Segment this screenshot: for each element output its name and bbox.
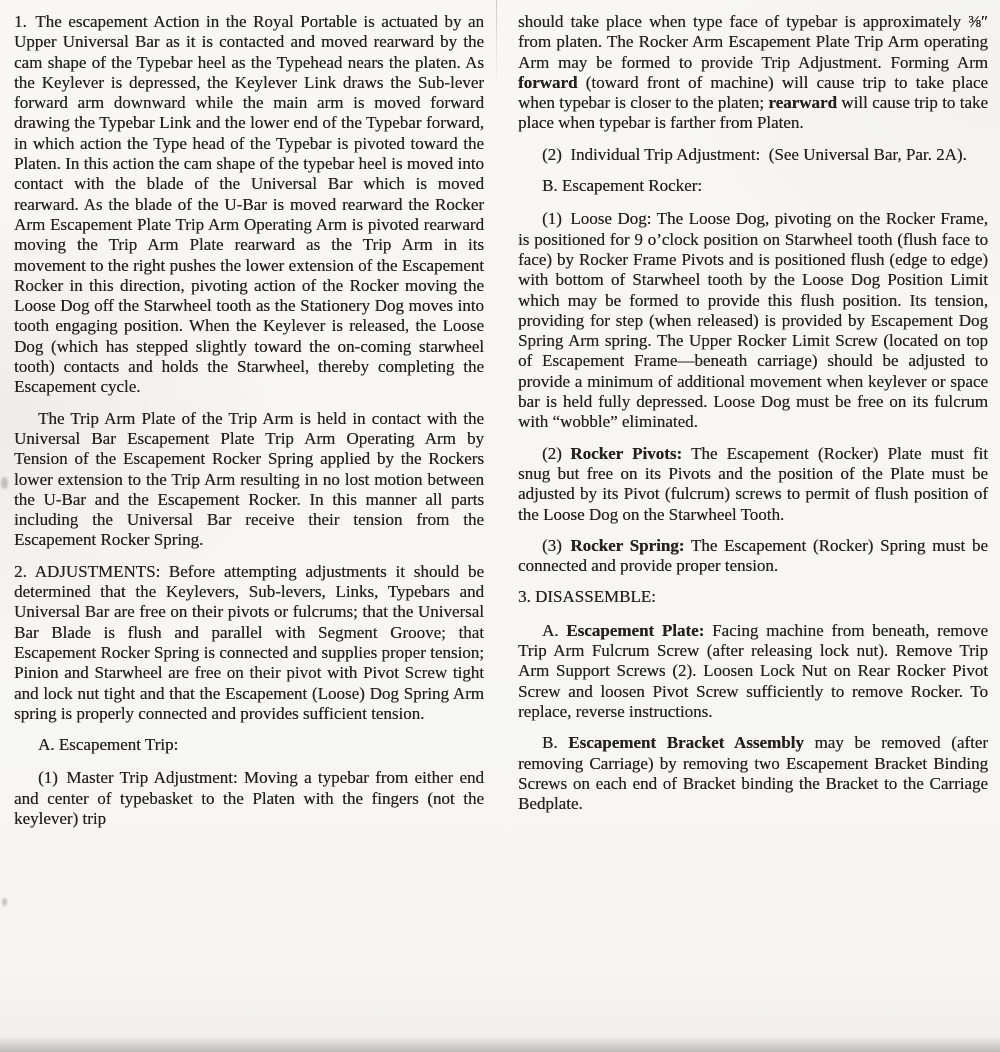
section-heading <box>518 587 988 607</box>
section-heading <box>518 176 988 196</box>
paragraph <box>518 444 988 525</box>
text-run: (1) Master Trip Adjustment: Moving a typebar from either end and center of typebasket to the Platen with the fingers (not the keylever) trip <box>14 768 484 828</box>
paragraph <box>14 409 484 551</box>
text-run: The Escapement (Rocker) Plate must fit snug but free on its Pivots and the position of the Plate must be adjusted by its Pivot (fulcrum) screws to permit of flush position of the Loose Dog on the Starwheel Tooth. <box>518 443 989 524</box>
text-run: (2) Individual Trip Adjustment: (See Universal Bar, Par. 2A). <box>542 144 967 164</box>
scan-smudge <box>1 477 8 489</box>
paragraph <box>518 209 988 432</box>
text-run: (1) Loose Dog: The Loose Dog, pivoting on the Rocker Frame, is positioned for 9 o’clock position on Starwheel tooth (flush face to face) by Rocker Frame Pivots and is positioned flush (edge to edge) with bottom of Starwheel tooth by the Loose Dog Position Limit which may be formed to provide this flush position. Its tension, providing for step (when released) is provided by Escapement Dog Spring Arm spring. The Upper Rocker Limit Screw (located on top of Escapement Frame—beneath carriage) should be adjusted to provide a minimum of additional movement when keylever or space bar is held fully depressed. Loose Dog must be free on its fulcrum with “wobble” eliminated. <box>518 209 988 432</box>
text-run: The Trip Arm Plate of the Trip Arm is held in contact with the Universal Bar Escapement Plate Trip Arm Operating Arm by Tension of the Escapement Rocker Spring applied by the Rockers lower extension to the Trip Arm resulting in no lost motion between the U-Bar and the Escapement Rocker. In this manner all parts including the Universal Bar receive their tension from the Escapement Rocker Spring. <box>14 408 484 550</box>
text-run: Facing machine from beneath, remove Trip Arm Fulcrum Screw (after releasing lock nut). Remove Trip Arm Support Screws (2). Loosen Lock Nut on Rear Rocker Pivot Screw and loosen Pivot Screw sufficiently to remove Rocker. To replace, reverse instructions. <box>518 620 989 721</box>
text-run: B. <box>542 733 569 753</box>
text-run: 2. ADJUSTMENTS: Before attempting adjustments it should be determined that the Keylevers, Sub-levers, Links, Typebars and Universal Bar are free on their pivots or fulcrums; that the Universal Bar Blade is flush and parallel with Segment Groove; that Escapement Rocker Spring is connected and supplies proper tension; Pinion and Starwheel are free on their pivot with Pivot Screw tight and lock nut tight and that the Escapement (Loose) Dog Spring Arm spring is properly connected and provides sufficient tension. <box>14 561 484 723</box>
bold-text-run: Escapement Bracket Assembly <box>568 733 804 753</box>
text-run: should take place when type face of typebar is approximately ⅜″ from platen. The Rocker Arm Escapement Plate Trip Arm operating Arm may be formed to provide Trip Adjustment. Forming Arm <box>518 12 988 72</box>
text-run: will cause trip to take place when typebar is farther from Platen. <box>518 93 989 133</box>
text-run: The Escapement (Rocker) Spring must be connected and provide proper tension. <box>518 535 988 576</box>
right-column <box>518 12 988 840</box>
scan-smudge <box>2 898 7 906</box>
paragraph <box>14 562 484 724</box>
text-run: 1. The escapement Action in the Royal Portable is actuated by an Upper Universal Bar as it is contacted and moved rearward by the cam shape of the Typebar heel as the Typehead nears the platen. As the Keylever is depressed, the Keylever Link draws the Sub-lever forward arm downward while the main arm is moved forward drawing the Typebar Link and the lower end of the Typebar forward, in which action the Type head of the Typebar is pivoted toward the Platen. In this action the cam shape of the typebar heel is moved into contact with the blade of the Universal Bar which is moved rearward. As the blade of the U-Bar is moved rearward the Rocker Arm Escapement Plate Trip Arm Operating Arm is pivoted rearward moving the Trip Arm Plate rearward as the Trip Arm in its movement to the right pushes the lower extension of the Escapement Rocker in this direction, pivoting action of the Rocker moving the Loose Dog off the Starwheel tooth as the Stationery Dog moves into tooth engaging position. When the Keylever is released, the Loose Dog (which has stepped slightly toward the on-coming starwheel tooth) contacts and holds the Starwheel, thereby completing the Escapement cycle. <box>14 12 484 397</box>
text-run: (3) <box>542 535 571 555</box>
bold-text-run: Rocker Pivots: <box>570 443 683 463</box>
bold-text-run: Escapement Plate: <box>566 620 705 640</box>
column-divider <box>496 0 497 90</box>
text-run: A. Escapement Trip: <box>38 735 179 755</box>
text-run: (2) <box>542 443 571 463</box>
text-run: may be removed (after removing Carriage) by removing two Escapement Bracket Binding Screws on each end of Bracket binding the Bracket to the Carriage Bedplate. <box>518 733 988 814</box>
text-run: (toward front of machine) will cause trip to take place when typebar is closer to the platen; <box>518 72 988 113</box>
paragraph <box>14 768 484 829</box>
text-run: 3. DISASSEMBLE: <box>518 587 656 607</box>
bold-text-run: forward <box>518 72 578 92</box>
paragraph <box>518 621 988 722</box>
bold-text-run: Rocker Spring: <box>570 535 685 555</box>
paragraph <box>518 12 988 134</box>
paragraph <box>518 145 988 165</box>
paragraph <box>518 733 988 814</box>
section-heading <box>14 735 484 755</box>
scan-edge-shadow <box>0 1036 1000 1052</box>
text-run: A. <box>542 620 567 640</box>
paragraph <box>14 12 484 398</box>
text-run: B. Escapement Rocker: <box>542 176 703 196</box>
bold-text-run: rearward <box>768 93 837 113</box>
paragraph <box>518 536 988 577</box>
left-column <box>14 12 484 840</box>
